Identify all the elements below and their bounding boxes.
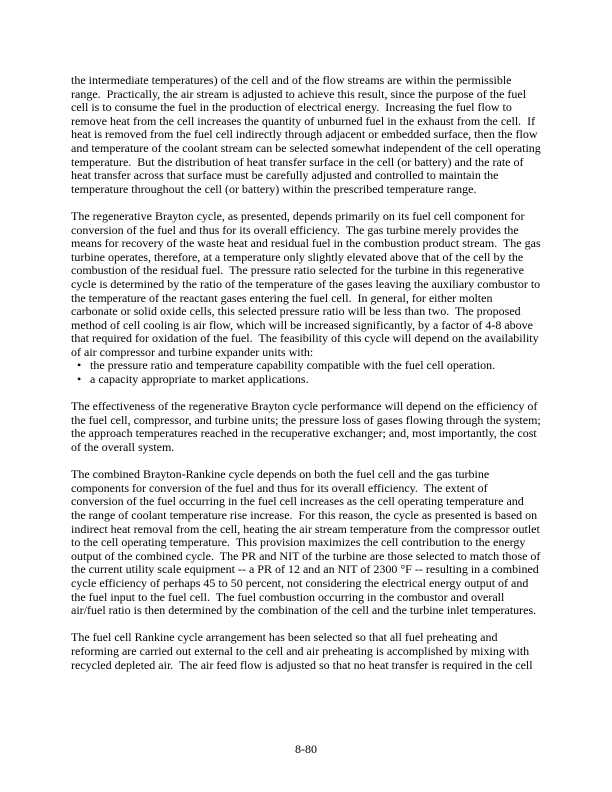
paragraph-4: The combined Brayton-Rankine cycle depends on both the fuel cell and the gas turbine components for conversion of the fuel and thus for its overall efficiency. The extent of conversion of the fuel occurring in the fuel cell increases as the cell operating temperature and the range of coolant temperature rise increase. For this reason, the cycle as presented is based on indirect heat removal from the cell, heating the air stream temperature from the compressor outlet to the cell operating temperature. This provision maximizes the cell contribution to the energy output of the combined cycle. The PR and NIT of the turbine are those selected to match those of the current utility scale equipment -- a PR of 12 and an NIT of 2300 °F -- resulting in a combined cycle efficiency of perhaps 45 to 50 percent, not considering the electrical energy output of and the fuel input to the fuel cell. The fuel combustion occurring in the combustor and overall air/fuel ratio is then determined by the combination of the cell and the turbine inlet temperatures. bbox=[71, 467, 544, 618]
paragraph-2: The regenerative Brayton cycle, as presented, depends primarily on its fuel cell component for conversion of the fuel and thus for its overall efficiency. The gas turbine merely provides the means for recovery of the waste heat and residual fuel in the combustion product stream. The gas turbine operates, therefore, at a temperature only slightly elevated above that of the cell by the combustion of the residual fuel. The pressure ratio selected for the turbine in this regenerative cycle is determined by the ratio of the temperature of the gases leaving the auxiliary combustor to the temperature of the reactant gases entering the fuel cell. In general, for either molten carbonate or solid oxide cells, this selected pressure ratio will be less than two. The proposed method of cell cooling is air flow, which will be increased significantly, by a factor of 4-8 above that required for oxidation of the fuel. The feasibility of this cycle will depend on the availability of air compressor and turbine expander units with: bbox=[71, 208, 544, 359]
bullet-item-text: a capacity appropriate to market applications. bbox=[90, 372, 309, 387]
bullet-icon: • bbox=[77, 372, 82, 387]
bullet-item bbox=[71, 373, 541, 387]
paragraph-3: The effectiveness of the regenerative Brayton cycle performance will depend on the efficiency of the fuel cell, compressor, and turbine units; the pressure loss of gases flowing through the system; the approach temperatures reached in the recuperative exchanger; and, most importantly, the cost of the overall system. bbox=[71, 399, 544, 455]
bullet-icon: • bbox=[77, 358, 82, 373]
paragraph-5: The fuel cell Rankine cycle arrangement has been selected so that all fuel preheating and reforming are carried out external to the cell and air preheating is accomplished by mixing with recycled depleted air. The air feed flow is adjusted so that no heat transfer is required in the cell bbox=[71, 630, 533, 672]
page-body bbox=[71, 73, 544, 686]
bullet-item bbox=[71, 359, 541, 373]
paragraph-1: the intermediate temperatures) of the cell and of the flow streams are within the permissible range. Practically, the air stream is adjusted to achieve this result, since the purpose of the fuel cell is to consume the fuel in the production of electrical energy. Increasing the fuel flow to remove heat from the cell increases the quantity of unburned fuel in the exhaust from the cell. If heat is removed from the fuel cell indirectly through adjacent or embedded surface, then the flow and temperature of the coolant stream can be selected somewhat independent of the cell operating temperature. But the distribution of heat transfer surface in the cell (or battery) and the rate of heat transfer across that surface must be carefully adjusted and controlled to maintain the temperature throughout the cell (or battery) within the prescribed temperature range. bbox=[71, 73, 544, 196]
bullet-item-text: the pressure ratio and temperature capability compatible with the fuel cell operation. bbox=[90, 358, 496, 373]
page-number: 8-80 bbox=[295, 742, 317, 756]
bullet-list bbox=[71, 359, 541, 386]
